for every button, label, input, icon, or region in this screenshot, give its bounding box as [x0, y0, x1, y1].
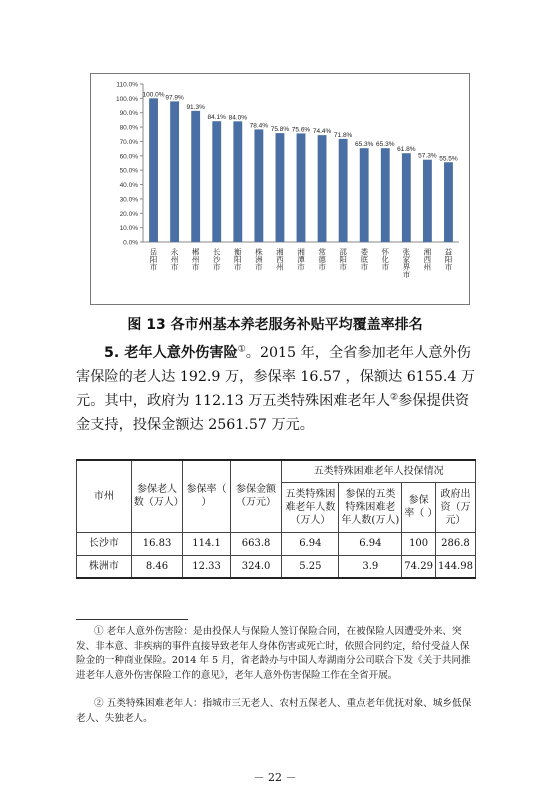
footnote-1: ① 老年人意外伤害险：是由投保人与保险人签订保险合同，在被保险人因遭受外来、突发、非本意、非疾病的事件直接导致老年人身体伤害或死亡时，依照合同约定，给付受益人保险金的一种商业保险。2014 年 5 月，省老龄办与中国人寿湖南分公司联合下发《关于共同推进老年人意外伤害保险工作的意见》，老年人意外伤害保险工作在全省开展。 [76, 626, 471, 681]
bar [402, 153, 411, 242]
table-cell: 长沙市 [77, 532, 132, 555]
data-label: 74.4% [312, 128, 332, 136]
bar [444, 162, 453, 242]
footnote-mark-2: ② [390, 392, 399, 403]
category-label: 怀化市 [380, 248, 390, 271]
table-cell: 100 [402, 532, 436, 555]
table-cell: 286.8 [435, 532, 475, 555]
header-sub-insured: 参保的五类特殊困难老年人数(万人) [339, 482, 402, 532]
data-label: 91.3% [186, 103, 205, 111]
bar [191, 111, 200, 242]
y-tick-label: 20.0% [119, 210, 138, 218]
data-label: 71.8% [333, 131, 353, 139]
data-label: 57.3% [418, 152, 437, 160]
table-cell: 114.1 [183, 532, 231, 555]
header-sub-rate: 参保率（ ） [402, 482, 436, 532]
y-tick-label: 60.0% [119, 153, 138, 161]
bar [318, 135, 327, 242]
category-label: 湘西州 [422, 248, 432, 271]
table-cell: 6.94 [339, 532, 402, 555]
data-label: 75.6% [291, 126, 311, 134]
y-tick-label: 0.0% [123, 239, 138, 247]
header-city: 市州 [77, 460, 132, 532]
category-label: 永州市 [170, 248, 180, 271]
table-cell: 663.8 [230, 532, 281, 555]
y-tick-label: 40.0% [119, 182, 138, 190]
footnote-2: ② 五类特殊困难老年人：指城市三无老人、农村五保老人、重点老年优抚对象、城乡低保老人、失独老人。 [76, 698, 472, 724]
bar [339, 139, 348, 242]
category-label: 邵阳市 [338, 248, 348, 271]
category-label: 衡阳市 [233, 248, 243, 271]
category-label: 湘西州 [275, 248, 285, 271]
data-label: 65.3% [376, 141, 395, 149]
category-label: 郴州市 [191, 248, 201, 271]
footnote-divider [76, 619, 188, 620]
table-cell: 3.9 [339, 555, 402, 578]
bar [423, 160, 432, 242]
chart-canvas [91, 74, 469, 304]
footnote-mark-1: ① [237, 344, 246, 355]
bar-chart [90, 73, 470, 305]
y-tick-label: 110.0% [116, 81, 138, 89]
paragraph [76, 341, 476, 437]
data-label: 84.1% [207, 114, 226, 122]
category-label: 娄底市 [359, 248, 369, 271]
category-label: 张家界市 [401, 248, 411, 278]
data-label: 97.9% [165, 94, 184, 102]
category-label: 湘潭市 [296, 248, 306, 271]
bar [297, 133, 306, 242]
table-row [77, 532, 476, 555]
bar [212, 121, 221, 242]
category-label: 常德市 [317, 248, 327, 271]
category-label: 长沙市 [212, 248, 222, 271]
data-label: 78.4% [249, 122, 269, 130]
paragraph-text-2: 参保提供资金支持，投保金额达 2561.57 万元。 [76, 393, 470, 433]
y-tick-label: 50.0% [119, 167, 138, 175]
y-tick-label: 90.0% [119, 110, 138, 118]
header-rate: 参保率（ ） [183, 460, 231, 532]
table-cell: 12.33 [183, 555, 231, 578]
data-label: 100.0% [142, 91, 165, 99]
data-label: 55.5% [439, 155, 458, 163]
data-label: 61.8% [397, 146, 416, 154]
figure-caption: 图 13 各市州基本养老服务补贴平均覆盖率排名 [127, 317, 423, 333]
bar [381, 148, 390, 242]
y-tick-label: 70.0% [119, 138, 138, 146]
bar [276, 133, 285, 242]
insurance-table [76, 459, 476, 579]
category-label: 益阳市 [443, 248, 453, 271]
table-cell: 8.46 [131, 555, 182, 578]
bar [233, 121, 242, 242]
y-tick-label: 30.0% [119, 196, 138, 204]
table-cell: 16.83 [131, 532, 182, 555]
y-tick-label: 80.0% [119, 124, 138, 132]
bar [149, 98, 158, 242]
category-label: 岳阳市 [149, 248, 159, 271]
y-tick-label: 10.0% [119, 225, 138, 233]
data-label: 65.3% [354, 141, 374, 149]
table-cell: 株洲市 [77, 555, 132, 578]
page-number: － 22 － [253, 771, 297, 784]
paragraph-text-1: 。2015 年，全省参加老年人意外伤害保险的老人达 192.9 万，参保率 16.57 ，保额达 6155.4 万元。其中，政府为 112.13 万五类特殊困难老年人 [76, 345, 476, 409]
table-cell: 5.25 [282, 555, 339, 578]
section-heading: 5. 老年人意外伤害险 [104, 345, 238, 361]
bar [360, 148, 369, 242]
category-label: 株洲市 [254, 248, 264, 271]
data-label: 84.0% [228, 114, 248, 122]
table-cell: 74.29 [402, 555, 436, 578]
table-cell: 6.94 [282, 532, 339, 555]
header-sub-count: 五类特殊困难老年人数（万人） [282, 482, 339, 532]
table-cell: 324.0 [230, 555, 281, 578]
header-amount: 参保金额（万元） [230, 460, 281, 532]
bar [170, 101, 179, 242]
header-sub-funding: 政府出资（万元） [435, 482, 475, 532]
y-tick-label: 100.0% [115, 95, 138, 103]
header-group: 五类特殊困难老年人投保情况 [282, 460, 476, 482]
table-cell: 144.98 [435, 555, 475, 578]
header-insured-count: 参保老人数（万人） [131, 460, 182, 532]
table-row [77, 555, 476, 578]
data-label: 75.8% [270, 126, 290, 134]
bar [254, 129, 263, 242]
